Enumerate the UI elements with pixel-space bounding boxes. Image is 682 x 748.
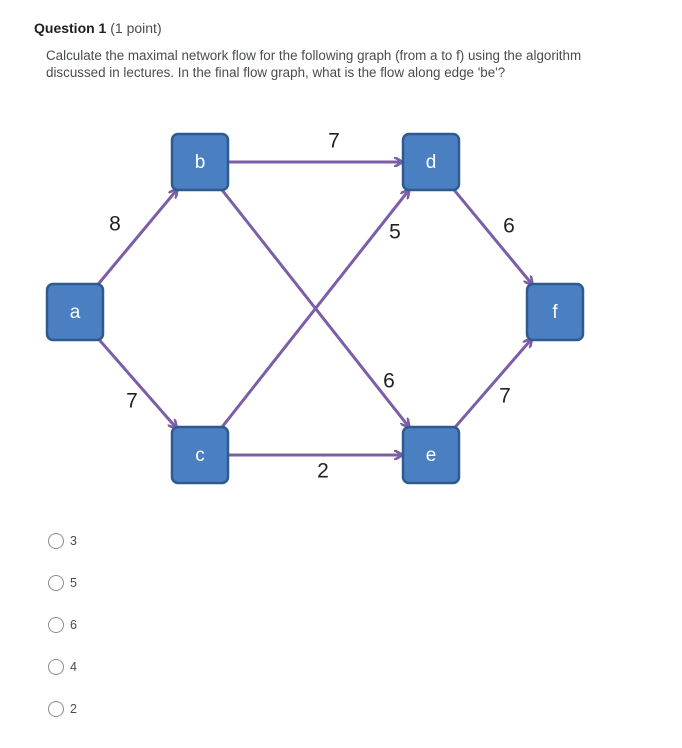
edge-capacity-label-a-b: 8 bbox=[109, 212, 121, 236]
option-3[interactable] bbox=[48, 615, 77, 635]
node-f bbox=[527, 284, 583, 340]
edge-e-f bbox=[453, 339, 531, 429]
edge-a-b bbox=[97, 190, 177, 286]
node-label: b bbox=[194, 152, 206, 174]
radio-circle-icon[interactable] bbox=[48, 617, 64, 633]
node-e bbox=[403, 427, 459, 483]
node-c bbox=[172, 427, 228, 483]
radio-circle-icon[interactable] bbox=[48, 575, 64, 591]
radio-circle-icon[interactable] bbox=[48, 701, 64, 717]
radio-circle-icon[interactable] bbox=[48, 533, 64, 549]
edge-capacity-label-b-d: 7 bbox=[328, 129, 340, 153]
edge-capacity-label-c-e: 2 bbox=[317, 459, 329, 483]
option-4[interactable] bbox=[48, 657, 77, 677]
option-label: 5 bbox=[70, 576, 77, 590]
edge-a-c bbox=[97, 338, 176, 428]
option-label: 4 bbox=[70, 660, 77, 674]
edge-capacity-label-d-f: 6 bbox=[503, 214, 515, 238]
node-label: a bbox=[69, 302, 81, 324]
edge-capacity-label-a-c: 7 bbox=[126, 389, 138, 413]
edge-capacity-label-c-d: 5 bbox=[389, 220, 401, 244]
question-number: Question 1 bbox=[34, 20, 107, 36]
node-a bbox=[47, 284, 103, 340]
node-b bbox=[172, 134, 228, 190]
node-d bbox=[403, 134, 459, 190]
edge-d-f bbox=[453, 188, 532, 284]
option-5[interactable] bbox=[48, 699, 77, 719]
question-text: Calculate the maximal network flow for the following graph (from a to f) using the algorithm discussed in lectures. In the final flow graph, what is the flow along edge 'be'? bbox=[46, 48, 582, 80]
node-label: e bbox=[425, 445, 437, 467]
node-label: d bbox=[425, 152, 437, 174]
edge-capacity-label-b-e: 6 bbox=[383, 369, 395, 393]
question-points: (1 point) bbox=[110, 20, 162, 36]
edge-capacity-label-e-f: 7 bbox=[499, 384, 511, 408]
option-2[interactable] bbox=[48, 573, 77, 593]
option-label: 6 bbox=[70, 618, 77, 632]
node-label: f bbox=[552, 302, 558, 324]
option-label: 3 bbox=[70, 534, 77, 548]
option-label: 2 bbox=[70, 702, 77, 716]
radio-circle-icon[interactable] bbox=[48, 659, 64, 675]
flow-network-graph bbox=[40, 120, 600, 490]
question-header bbox=[34, 20, 162, 36]
node-label: c bbox=[195, 445, 205, 467]
option-1[interactable] bbox=[48, 531, 77, 551]
